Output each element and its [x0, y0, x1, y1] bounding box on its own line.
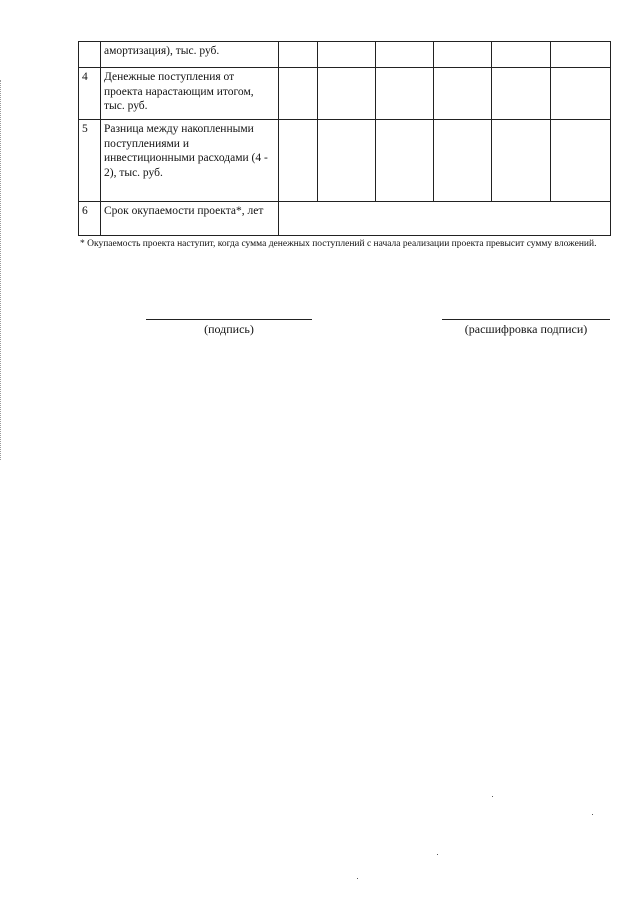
table-cell [279, 42, 318, 68]
signature-decoding-caption: (расшифровка подписи) [464, 322, 588, 336]
scan-speck [592, 814, 593, 815]
table-cell [318, 120, 376, 202]
table-cell [279, 120, 318, 202]
scan-speck [357, 878, 358, 879]
table-cell [279, 68, 318, 120]
signature-caption: (подпись) [204, 322, 254, 336]
table-row [79, 68, 611, 120]
footnote: * Окупаемость проекта наступит, когда сумма денежных поступлений с начала реализации проекта превысит сумму вложений. [80, 239, 597, 249]
signature-block [146, 319, 312, 337]
table-row [79, 120, 611, 202]
row-label: Денежные поступления от проекта нарастающим итогом, тыс. руб. [101, 68, 279, 120]
row-number: 4 [79, 68, 101, 120]
table-cell [434, 42, 492, 68]
row-label: амортизация), тыс. руб. [101, 42, 279, 68]
scan-speck [437, 854, 438, 855]
signature-decoding-block [442, 319, 610, 337]
scan-margin-marks [0, 80, 4, 460]
row-number [79, 42, 101, 68]
table-cell [551, 42, 611, 68]
decoding-line [442, 319, 610, 320]
row-label: Разница между накопленными поступлениями и инвестиционными расходами (4 - 2), тыс. руб. [101, 120, 279, 202]
row-label: Срок окупаемости проекта*, лет [101, 202, 279, 236]
table-cell [376, 42, 434, 68]
row-number: 5 [79, 120, 101, 202]
table-cell [318, 42, 376, 68]
table-cell [434, 120, 492, 202]
table-row [79, 42, 611, 68]
table-cell [492, 68, 551, 120]
signature-line [146, 319, 312, 320]
table-row [79, 202, 611, 236]
payback-table [78, 41, 611, 236]
table-cell [492, 120, 551, 202]
table-cell [376, 68, 434, 120]
payback-period-cell [279, 202, 611, 236]
table-cell [434, 68, 492, 120]
table-cell [318, 68, 376, 120]
table-cell [376, 120, 434, 202]
table-cell [551, 68, 611, 120]
row-number: 6 [79, 202, 101, 236]
scan-speck [492, 796, 493, 797]
table-cell [492, 42, 551, 68]
table-cell [551, 120, 611, 202]
